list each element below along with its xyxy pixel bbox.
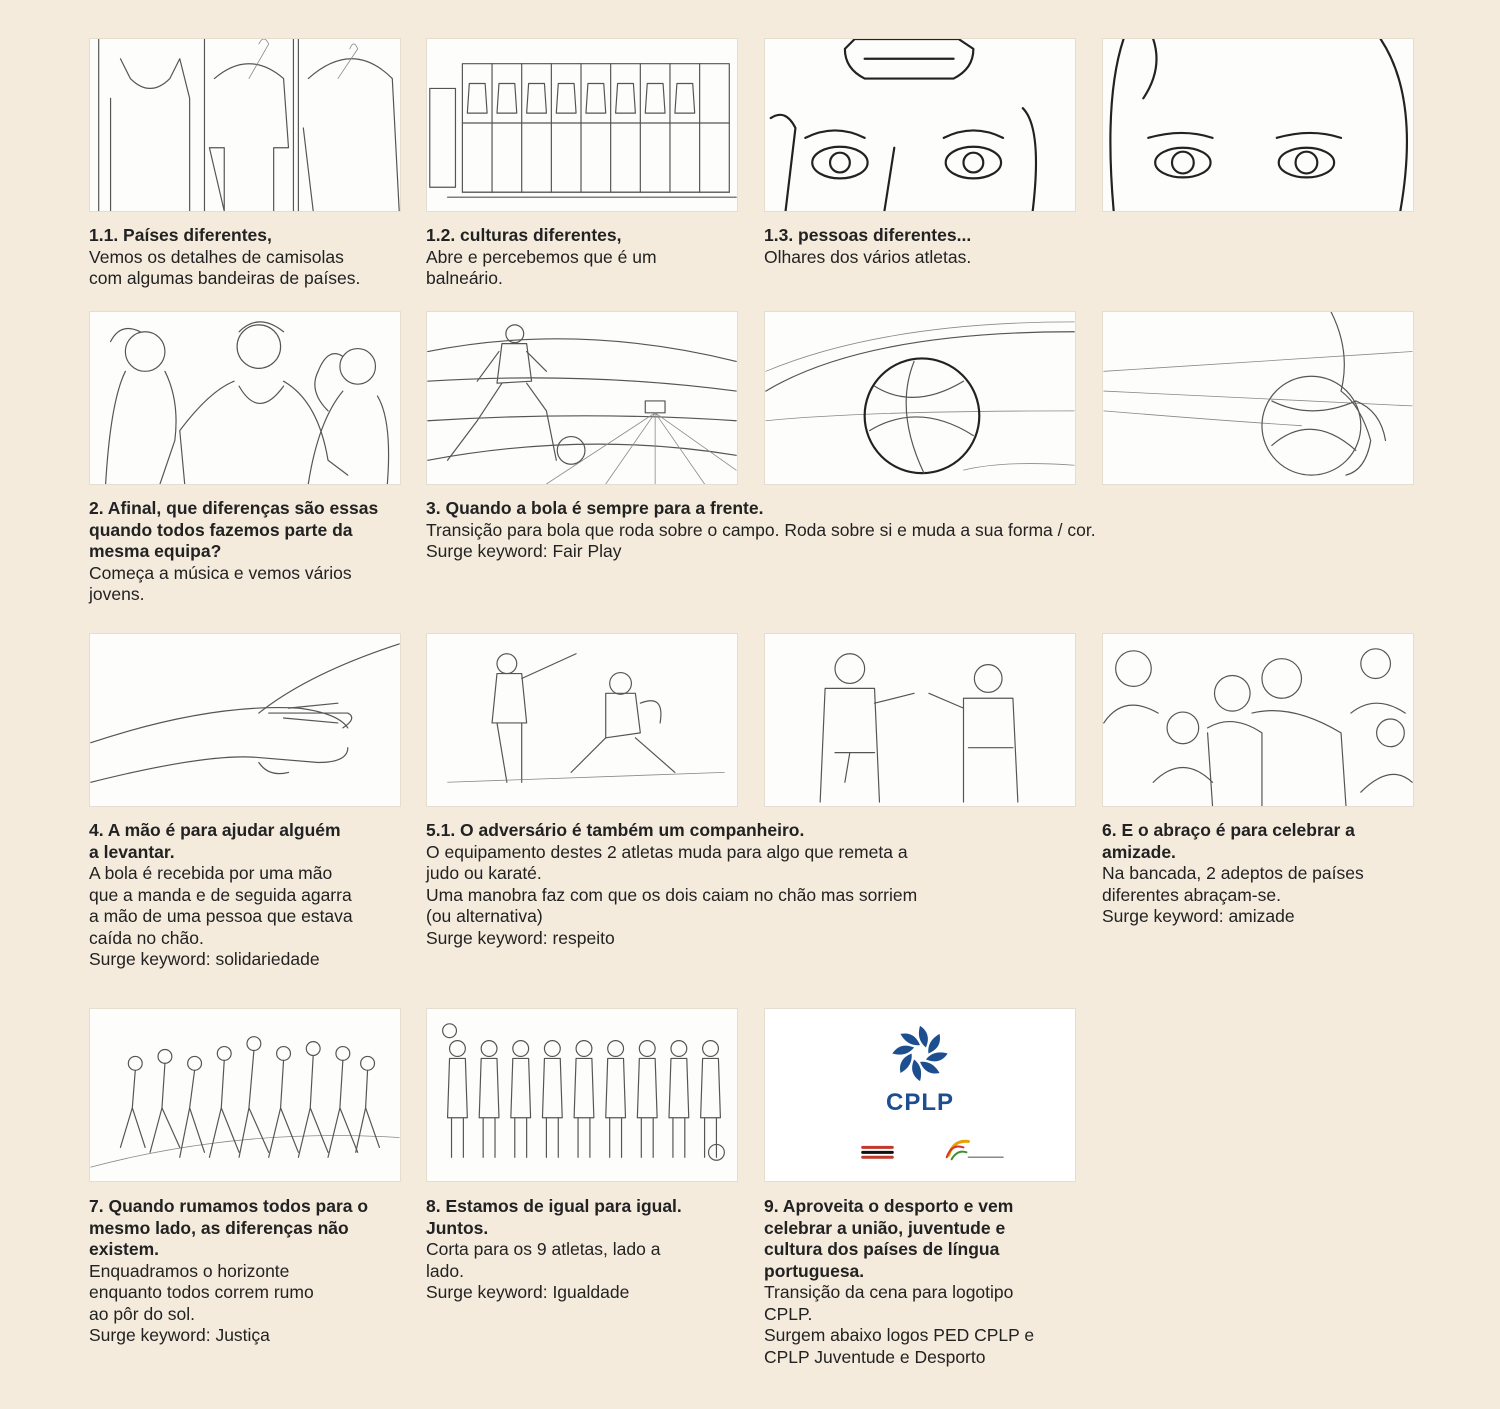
sketch-fistbump [765, 634, 1075, 806]
sketch-shirts [90, 39, 400, 211]
panel-description: O equipamento destes 2 atletas muda para algo que remeta a judo ou karaté. Uma manobra faz com que os dois caiam no chão mas sorriem (ou alternativa) Surge keyword: respeito [426, 841, 918, 948]
sketch-eyes-cap [765, 39, 1075, 211]
panel-description: Começa a música e vemos vários jovens. [89, 562, 352, 604]
sketch-nine-athletes [427, 1009, 737, 1181]
panel-title: 1.3. pessoas diferentes... [764, 225, 972, 245]
caption-7 [89, 1196, 419, 1347]
storyboard-frame-7 [89, 1008, 401, 1182]
storyboard-frame-1-3 [764, 38, 1076, 212]
caption-1-3 [764, 225, 1094, 268]
panel-description: A bola é recebida por uma mão que a manda e de seguida agarra a mão de uma pessoa que estava caída no chão. Surge keyword: solidariedade [89, 863, 353, 969]
storyboard-frame-8 [426, 1008, 738, 1182]
ped-cplp-logo-icon [861, 1140, 895, 1164]
sketch-runners [90, 312, 400, 484]
panel-title: 1.1. Países diferentes, [89, 225, 272, 245]
storyboard-frame-3-ball-hand [1102, 311, 1414, 485]
panel-title: 7. Quando rumamos todos para o mesmo lado, as diferenças não existem. [89, 1196, 369, 1259]
panel-title: 1.2. culturas diferentes, [426, 225, 622, 245]
storyboard-frame-3 [426, 311, 738, 485]
panel-title: 9. Aproveita o desporto e vem celebrar a união, juventude e cultura dos países de língua portuguesa. [764, 1196, 1014, 1281]
storyboard-frame-3-ball [764, 311, 1076, 485]
panel-title: 8. Estamos de igual para igual. Juntos. [426, 1196, 682, 1238]
panel-title: 5.1. O adversário é também um companheiro. [426, 820, 805, 840]
sketch-eyes-hair [1103, 39, 1413, 211]
sketch-hug [1103, 634, 1413, 806]
caption-6 [1102, 820, 1442, 928]
panel-description: Transição para bola que roda sobre o campo. Roda sobre si e muda a sua forma / cor. Surge keyword: Fair Play [426, 519, 1096, 561]
panel-description: Vemos os detalhes de camisolas com algumas bandeiras de países. [89, 246, 361, 288]
cplp-juventude-desporto-logo-icon [947, 1141, 1003, 1159]
caption-8 [426, 1196, 756, 1304]
panel-title: 2. Afinal, que diferenças são essas quando todos fazemos parte da mesma equipa? [89, 498, 379, 561]
caption-5-1 [426, 820, 1046, 949]
panel-description: Na bancada, 2 adeptos de países diferentes abraçam-se. Surge keyword: amizade [1102, 863, 1364, 926]
storyboard-frame-1-2 [426, 38, 738, 212]
sketch-ball [765, 312, 1075, 484]
storyboard-frame-5-2 [764, 633, 1076, 807]
sketch-lockers [427, 39, 737, 211]
storyboard-frame-5-1 [426, 633, 738, 807]
storyboard-frame-4 [89, 633, 401, 807]
panel-description: Olhares dos vários atletas. [764, 246, 972, 267]
panel-description: Corta para os 9 atletas, lado a lado. Surge keyword: Igualdade [426, 1239, 661, 1302]
caption-1-1 [89, 225, 419, 290]
caption-1-2 [426, 225, 756, 290]
caption-9 [764, 1196, 1094, 1368]
panel-title: 6. E o abraço é para celebrar a amizade. [1102, 820, 1355, 862]
cplp-logo-text: CPLP [885, 1089, 954, 1116]
panel-title: 3. Quando a bola é sempre para a frente. [426, 498, 764, 518]
panel-description: Enquadramos o horizonte enquanto todos correm rumo ao pôr do sol. Surge keyword: Justiça [89, 1260, 314, 1345]
storyboard-frame-1-1 [89, 38, 401, 212]
panel-description: Transição da cena para logotipo CPLP. Surgem abaixo logos PED CPLP e CPLP Juventude e Desporto [764, 1282, 1035, 1367]
sketch-crowd-run [90, 1009, 400, 1181]
storyboard-frame-6 [1102, 633, 1414, 807]
caption-4 [89, 820, 419, 971]
sketch-ball-hand [1103, 312, 1413, 484]
sketch-karate [427, 634, 737, 806]
storyboard-frame-9 [764, 1008, 1076, 1182]
storyboard-frame-1-4 [1102, 38, 1414, 212]
caption-2 [89, 498, 419, 606]
panel-title: 4. A mão é para ajudar alguém a levantar. [89, 820, 341, 862]
panel-description: Abre e percebemos que é um balneário. [426, 246, 657, 288]
sketch-stadium [427, 312, 737, 484]
caption-3 [426, 498, 1326, 563]
sketch-hands [90, 634, 400, 806]
storyboard-frame-2 [89, 311, 401, 485]
